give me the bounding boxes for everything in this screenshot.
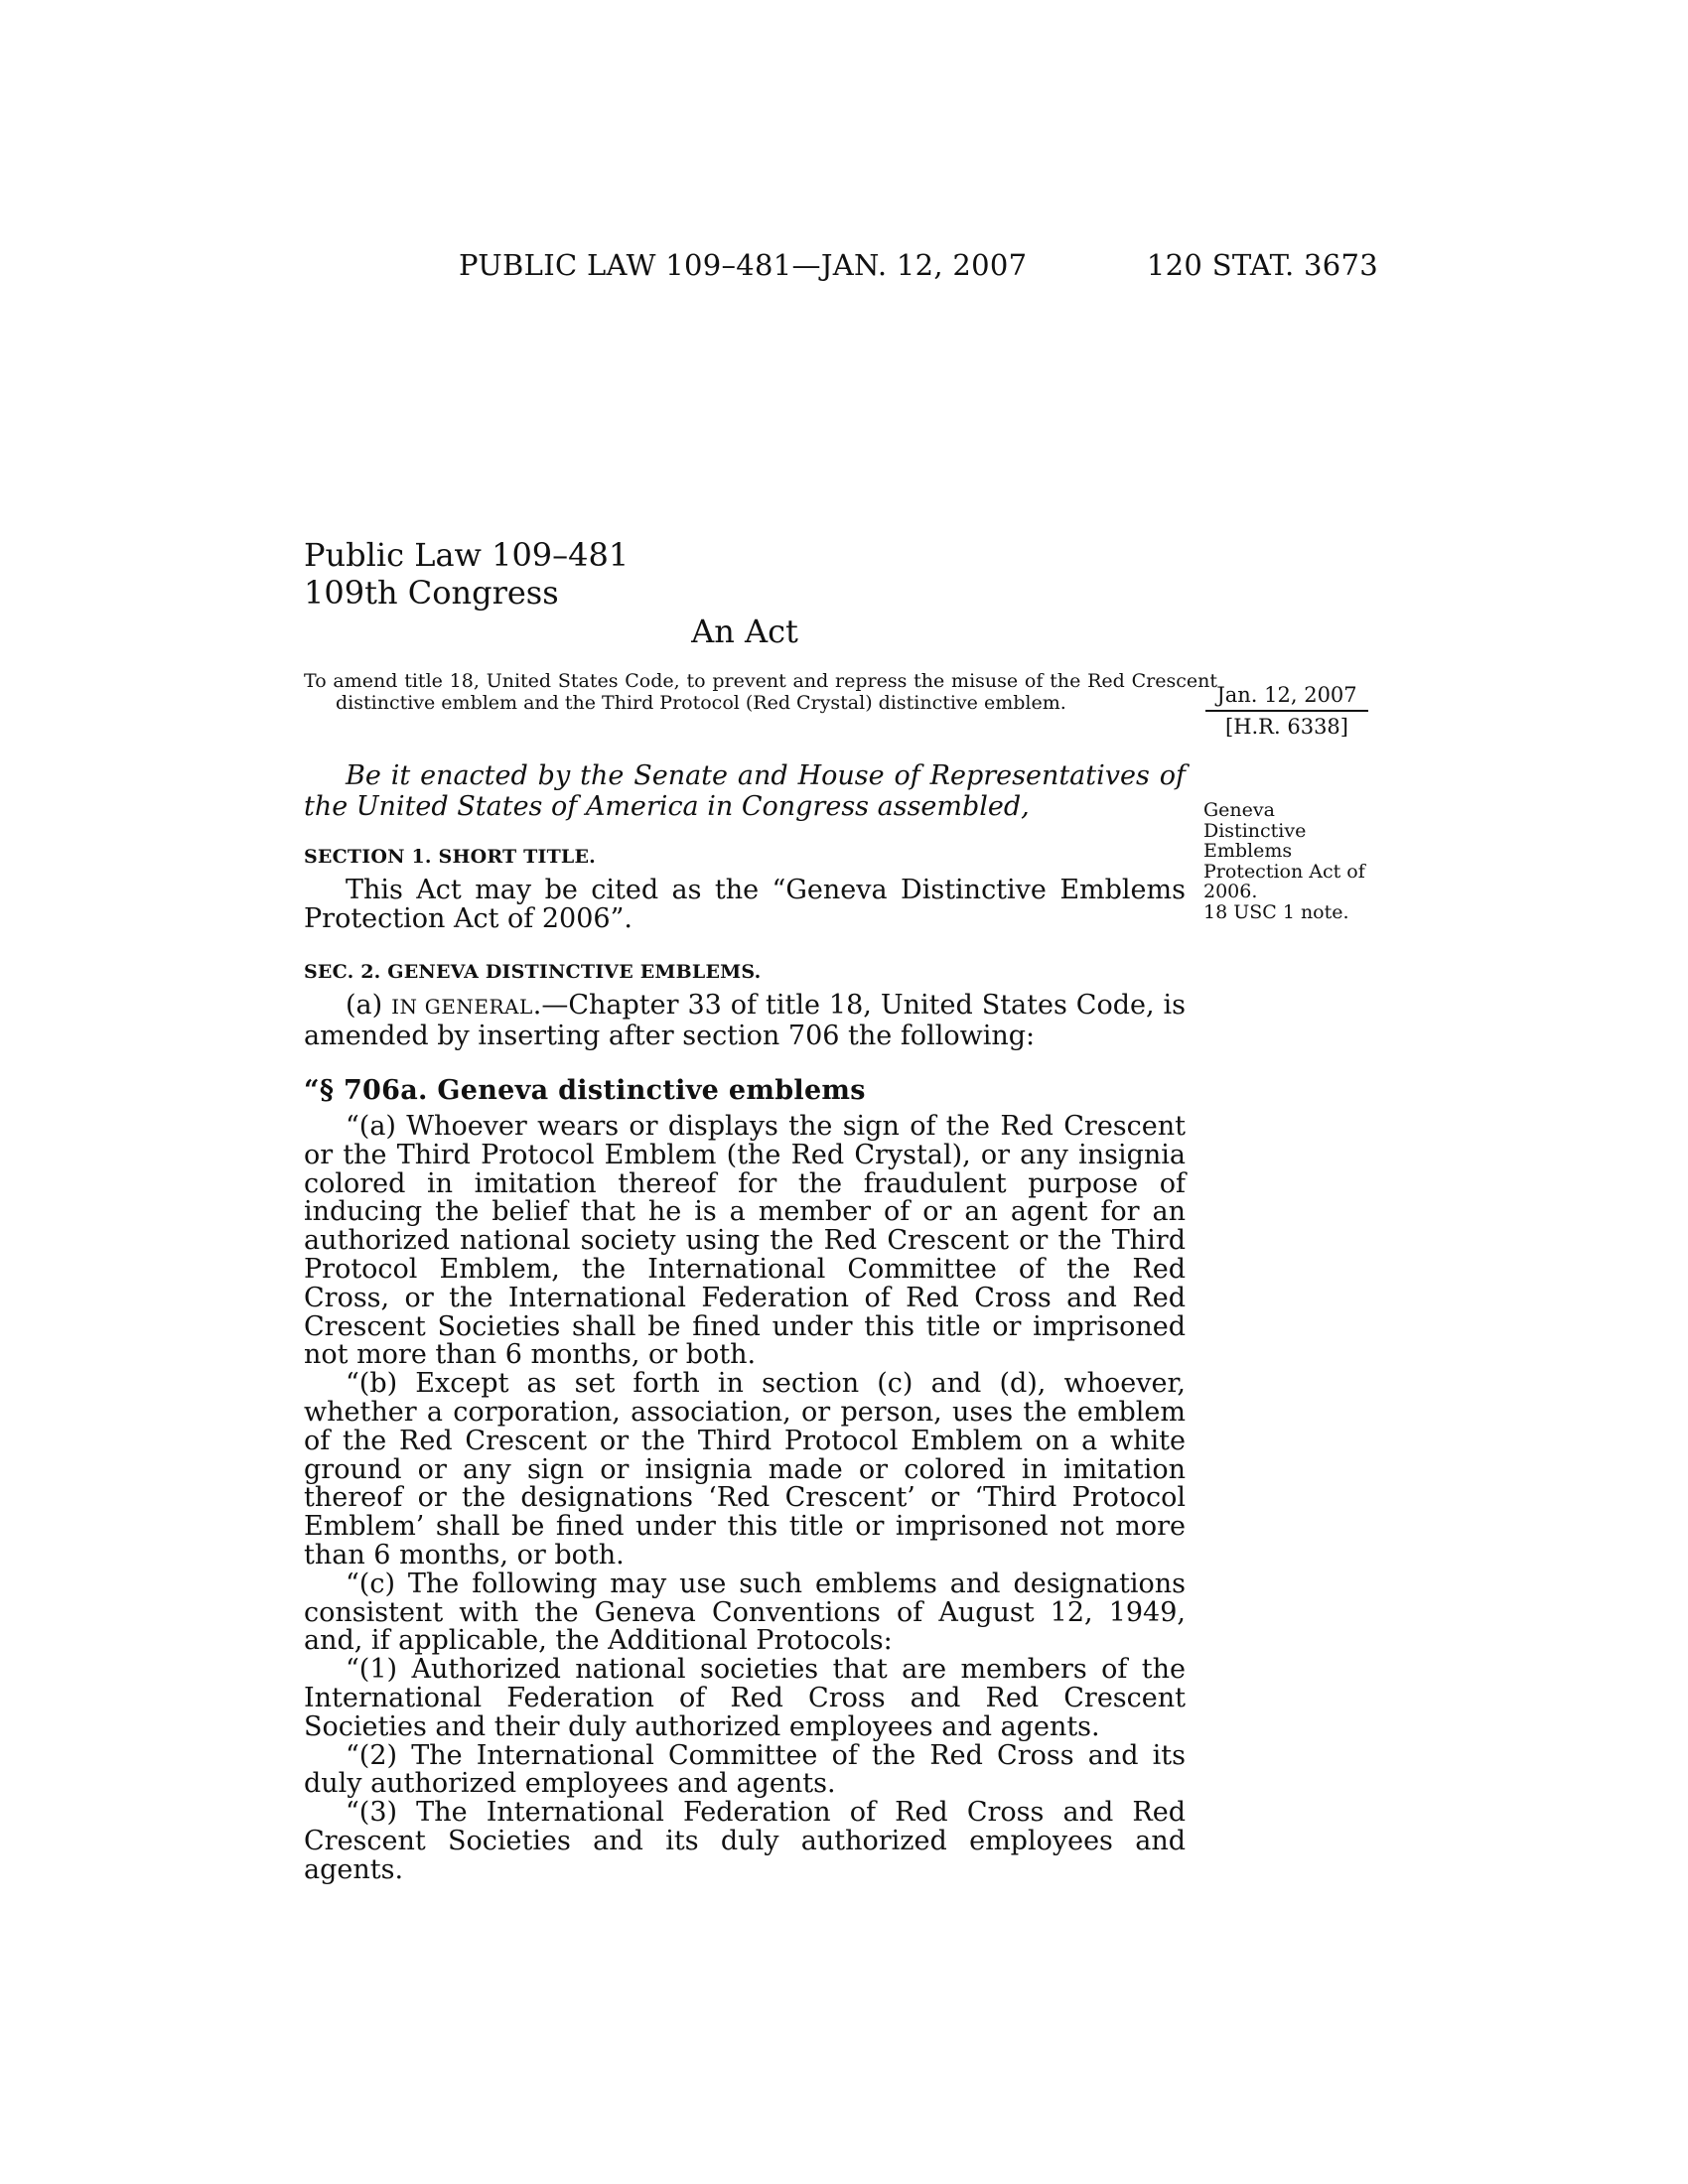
section-2-text-rest: .—Chapter 33 of title 18, United States Code, is amended by inserting after section 706 the following: [304,990,1187,1051]
running-header-page: 120 STAT. 3673 [1146,248,1378,282]
margin-note-line: 2006. [1203,881,1258,902]
margin-note-line: 18 USC 1 note. [1203,900,1349,923]
purpose-statement: To amend title 18, United States Code, to prevent and repress the misuse of the Red Crescent distinctive emblem and the Third Protocol (Red Crystal) distinctive emblem. [304,670,1217,714]
section-1-text: This Act may be cited as the “Geneva Distinctive Emblems Protection Act of 2006”. [304,875,1186,934]
law-title-block [304,536,629,612]
margin-bill-number: [H.R. 6338] [1225,715,1348,739]
margin-date: Jan. 12, 2007 [1205,683,1368,712]
section-1-heading: SECTION 1. SHORT TITLE. [304,846,596,868]
section-2-text-prefix: (a) [346,990,392,1021]
section-2-heading: SEC. 2. GENEVA DISTINCTIVE EMBLEMS. [304,961,762,983]
section-2-small-caps: IN GENERAL [391,995,533,1019]
running-header [459,248,1378,288]
congress-label: 109th Congress [304,574,559,612]
section-706a-body [304,1113,1186,1885]
act-label: An Act [691,613,798,650]
paragraph-b: “(b) Except as set forth in section (c) and (d), whoever, whether a corporation, association, or person, uses the emblem of the Red Crescent or the Third Protocol Emblem on a white ground or any sign or insignia made or colored in imitation thereof or the designations ‘Red Crescent’ or ‘Third Protocol Emblem’ shall be fined under this title or imprisoned not more than 6 months, or both. [304,1368,1186,1570]
margin-note [1203,800,1387,922]
list-item-3: “(3) The International Federation of Red Cross and Red Crescent Societies and its duly authorized employees and agents. [304,1797,1186,1885]
enacting-clause: Be it enacted by the Senate and House of Representatives of the United States of America in Congress assembled, [304,760,1186,822]
paragraph-a: “(a) Whoever wears or displays the sign of the Red Crescent or the Third Protocol Emblem (the Red Crystal), or any insignia colored in imitation thereof for the fraudulent purpose of inducing the belief that he is a member of or an agent for an authorized national society using the Red Crescent or the Third Protocol Emblem, the International Committee of the Red Cross, or the International Federation of Red Cross and Red Crescent Societies shall be fined under this title or imprisoned not more than 6 months, or both. [304,1111,1186,1371]
margin-note-line: Distinctive [1203,819,1307,842]
public-law-number: Public Law 109–481 [304,536,630,574]
section-2-text [304,991,1186,1050]
section-706a-heading: “§ 706a. Geneva distinctive emblems [304,1075,866,1106]
margin-note-line: Geneva [1203,799,1275,821]
margin-note-line: Protection Act of [1203,860,1365,883]
paragraph-c: “(c) The following may use such emblems and designations consistent with the Geneva Conventions of August 12, 1949, and, if applicable, the Additional Protocols: [304,1568,1186,1657]
running-header-citation: PUBLIC LAW 109–481—JAN. 12, 2007 [459,248,1028,282]
list-item-2: “(2) The International Committee of the Red Cross and its duly authorized employees and agents. [304,1739,1186,1800]
margin-note-line: Emblems [1203,840,1293,862]
list-item-1: “(1) Authorized national societies that are members of the International Federation of Red Cross and Red Crescent Societies and their duly authorized employees and agents. [304,1654,1186,1742]
